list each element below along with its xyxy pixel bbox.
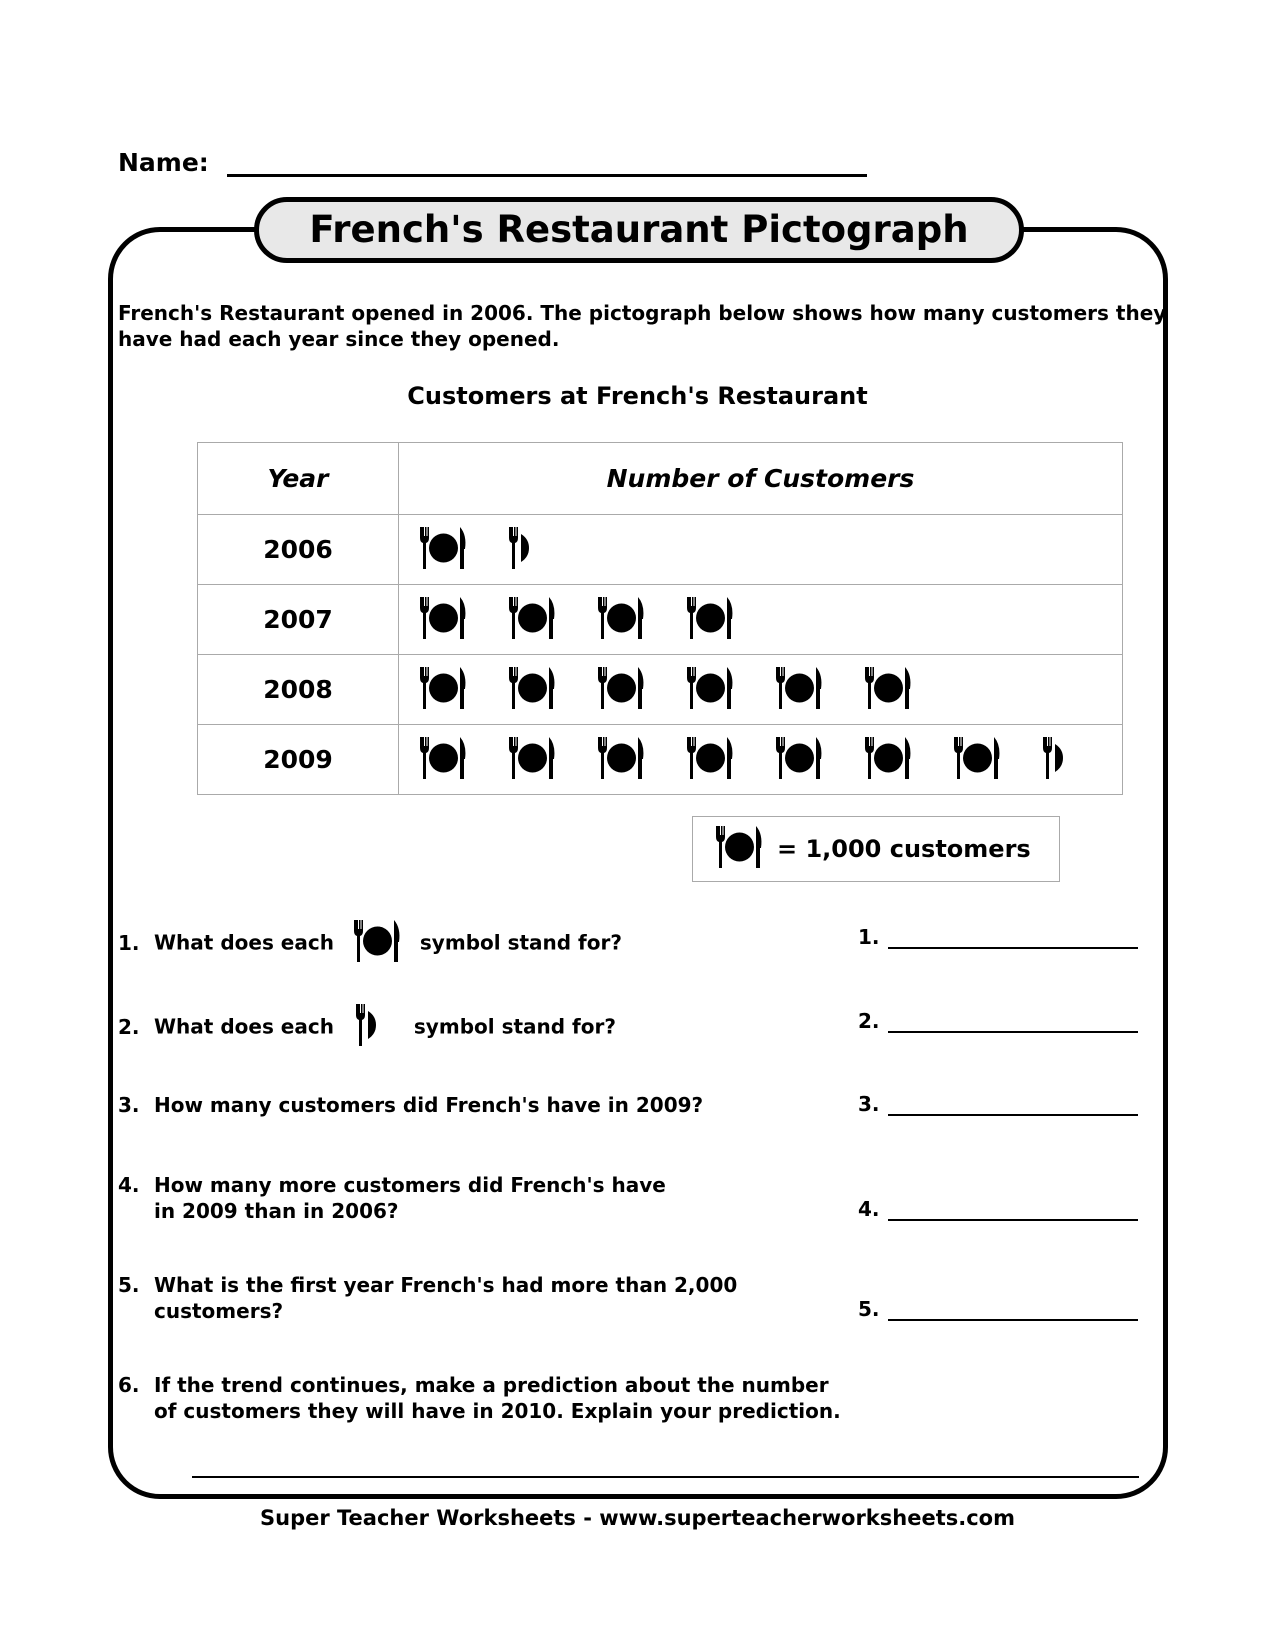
- symbols-cell: [399, 655, 1123, 725]
- answer-3[interactable]: 3.: [858, 1092, 1138, 1116]
- year-header: Year: [198, 443, 399, 515]
- symbols-cell: [399, 585, 1123, 655]
- pictograph-key: [692, 816, 1060, 882]
- question-1: 1. What does each symbol stand for?: [118, 918, 622, 970]
- plate-icon: [862, 665, 914, 715]
- table-row: [198, 585, 1123, 655]
- page-title: French's Restaurant Pictograph: [254, 197, 1024, 263]
- year-cell: 2007: [198, 585, 399, 655]
- plate-icon: [595, 595, 647, 645]
- question-6: 6. If the trend continues, make a prediction about the number of customers they will have in 2010. Explain your prediction.: [118, 1373, 841, 1423]
- plate-icon: [713, 824, 765, 874]
- year-cell: 2008: [198, 655, 399, 725]
- half-plate-icon: [353, 1002, 377, 1054]
- answer-line[interactable]: [888, 1199, 1138, 1221]
- plate-icon: [417, 525, 469, 575]
- half-plate-icon: [506, 525, 530, 575]
- pictograph-table: [197, 442, 1123, 795]
- answer-line[interactable]: [888, 927, 1138, 949]
- symbols-cell: [399, 515, 1123, 585]
- question-2: 2. What does each symbol stand for?: [118, 1002, 616, 1054]
- plate-icon: [417, 595, 469, 645]
- plate-icon: [862, 735, 914, 785]
- answer-2[interactable]: 2.: [858, 1009, 1138, 1033]
- graph-title: Customers at French's Restaurant: [407, 382, 868, 410]
- year-cell: 2009: [198, 725, 399, 795]
- plate-icon: [417, 735, 469, 785]
- year-cell: 2006: [198, 515, 399, 585]
- answer-5[interactable]: 5.: [858, 1297, 1138, 1321]
- plate-icon: [684, 595, 736, 645]
- plate-icon: [595, 665, 647, 715]
- answer-1[interactable]: 1.: [858, 925, 1138, 949]
- plate-icon: [773, 735, 825, 785]
- intro-text: French's Restaurant opened in 2006. The pictograph below shows how many customers they have had each year since they opened.: [118, 301, 1167, 351]
- plate-icon: [684, 735, 736, 785]
- plate-icon: [506, 665, 558, 715]
- plate-icon: [506, 735, 558, 785]
- plate-icon: [595, 735, 647, 785]
- plate-icon: [684, 665, 736, 715]
- question-5: 5. What is the first year French's had more than 2,000 customers?: [118, 1273, 738, 1323]
- table-row: [198, 515, 1123, 585]
- plate-icon: [506, 595, 558, 645]
- answer-line[interactable]: [888, 1299, 1138, 1321]
- answer-line[interactable]: [888, 1094, 1138, 1116]
- name-input-line[interactable]: [227, 174, 867, 177]
- key-label: = 1,000 customers: [777, 835, 1031, 863]
- plate-icon: [351, 918, 403, 970]
- question-3: 3. How many customers did French's have in 2009?: [118, 1093, 704, 1117]
- answer-6-line[interactable]: [192, 1476, 1139, 1478]
- question-4: 4. How many more customers did French's have in 2009 than in 2006?: [118, 1173, 666, 1223]
- half-plate-icon: [1040, 735, 1064, 785]
- table-row: [198, 725, 1123, 795]
- plate-icon: [951, 735, 1003, 785]
- footer: Super Teacher Worksheets - www.superteacherworksheets.com: [260, 1506, 1015, 1530]
- answer-4[interactable]: 4.: [858, 1197, 1138, 1221]
- answer-line[interactable]: [888, 1011, 1138, 1033]
- symbols-cell: [399, 725, 1123, 795]
- table-row: [198, 655, 1123, 725]
- plate-icon: [773, 665, 825, 715]
- customers-header: Number of Customers: [399, 443, 1123, 515]
- plate-icon: [417, 665, 469, 715]
- name-label: Name:: [118, 148, 209, 177]
